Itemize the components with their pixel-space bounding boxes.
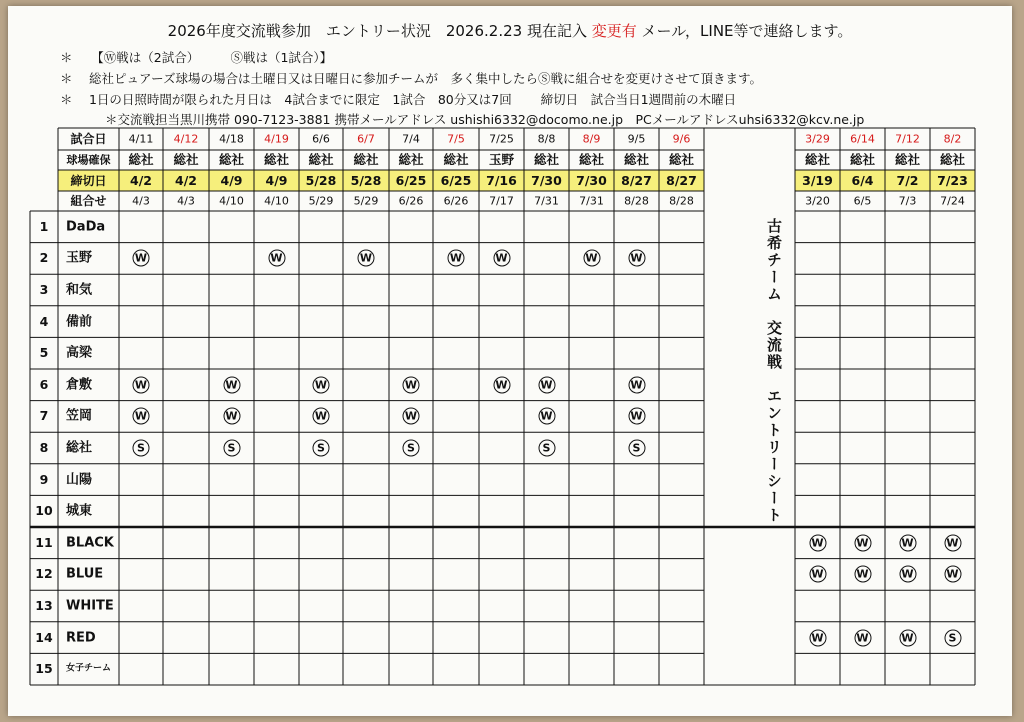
venue-cell: 総社 [173,151,199,167]
team-row-number: 8 [39,439,49,455]
w-game-mark: W [809,629,826,646]
team-name: BLUE [66,566,104,582]
deadline-cell: 6/4 [851,172,874,188]
note-contact: ＊交流戦担当黒川携帯 090-7123-3881 携帯メールアドレス ushishi6332@docomo.ne.jp PCメールアドレスuhsi6332@kcv.ne.jp [105,112,865,127]
combination-cell: 7/17 [489,194,514,208]
venue-cell: 総社 [668,151,695,167]
match-date-cell: 8/9 [582,132,601,146]
venue-cell: 総社 [218,151,245,167]
venue-cell: 総社 [353,151,379,167]
venue-cell: 総社 [578,151,605,167]
w-game-mark: W [133,376,150,393]
w-game-mark: W [854,534,871,551]
w-game-mark: W [448,250,465,267]
team-row-number: 5 [39,344,49,360]
deadline-cell: 7/30 [576,172,607,188]
team-name: 総社 [66,440,93,456]
venue-cell: 総社 [128,151,154,167]
match-date-cell: 3/29 [805,132,830,146]
match-date-cell: 7/12 [895,132,920,146]
deadline-cell: 7/23 [937,172,968,188]
combination-cell: 3/20 [805,194,830,208]
match-date-cell: 9/5 [627,132,646,146]
s-game-mark: S [223,440,240,457]
team-name: BLACK [66,535,114,551]
combination-cell: 7/3 [898,194,917,208]
table-grid [8,6,1012,716]
match-date-cell: 8/2 [943,132,962,146]
match-date-cell: 6/6 [312,132,330,146]
w-game-mark: W [538,408,555,425]
w-game-mark: W [583,250,600,267]
match-date-cell: 4/19 [264,132,289,146]
venue-header: 球場確保 [66,153,111,167]
venue-cell: 総社 [849,151,876,167]
s-game-mark: S [313,440,330,457]
w-game-mark: W [223,408,240,425]
combination-cell: 7/24 [940,194,965,208]
w-game-mark: W [403,408,420,425]
combination-cell: 6/26 [443,194,469,208]
match-date-cell: 7/5 [447,132,465,146]
s-game-mark: S [628,440,645,457]
deadline-cell: 4/2 [175,172,197,188]
w-game-mark: W [628,250,645,267]
combination-cell: 6/5 [853,194,872,208]
combination-cell: 8/28 [624,194,649,208]
w-game-mark: W [854,566,871,583]
combination-header: 組合せ [70,194,107,208]
venue-cell: 総社 [623,151,650,167]
team-name: 山陽 [66,472,93,488]
w-game-mark: W [899,566,916,583]
deadline-cell: 4/9 [265,172,288,188]
team-name: 倉敷 [66,377,93,393]
match-date-header: 試合日 [70,132,107,146]
s-game-mark: S [403,440,420,457]
deadline-cell: 8/27 [666,172,697,188]
deadline-cell: 6/25 [440,172,472,188]
deadline-cell: 7/2 [896,172,919,188]
venue-cell: 総社 [308,151,334,167]
venue-cell: 総社 [443,151,469,167]
team-row-number: 6 [39,376,49,392]
w-game-mark: W [899,629,916,646]
team-name: 女子チーム [66,663,112,674]
deadline-cell: 5/28 [305,172,337,188]
combination-cell: 5/29 [353,194,379,208]
note-venue-rule: ＊ 総社ピュアーズ球場の場合は土曜日又は日曜日に参加チームが 多く集中したらⓈ戦に組合せを変更けさせて頂きます。 [60,71,762,86]
w-game-mark: W [944,534,961,551]
team-row-number: 9 [39,471,49,487]
title-changed-label: 変更有 [591,22,637,40]
combination-cell: 4/3 [132,194,150,208]
match-date-cell: 4/12 [173,132,199,146]
w-game-mark: W [133,250,150,267]
team-name: RED [66,630,96,646]
deadline-cell: 7/16 [486,172,517,188]
team-row-number: 10 [35,502,53,518]
team-name: DaDa [66,219,106,235]
s-game-mark: S [133,440,150,457]
w-game-mark: W [358,250,375,267]
team-name: 高梁 [66,345,93,361]
team-name: 城東 [66,503,93,519]
team-row-number: 11 [35,534,53,550]
w-game-mark: W [313,408,330,425]
note-daylight-rule: ＊ 1日の日照時間が限られた月日は 4試合までに限定 1試合 80分又は7回 締切日 試合当日1週間前の木曜日 [60,92,737,107]
match-date-cell: 7/4 [402,132,420,146]
deadline-cell: 6/25 [395,172,427,188]
w-game-mark: W [538,376,555,393]
match-date-cell: 7/25 [489,132,514,146]
venue-cell: 総社 [398,151,424,167]
w-game-mark: W [854,629,871,646]
w-game-mark: W [628,408,645,425]
team-name: 玉野 [66,250,93,266]
deadline-cell: 7/30 [531,172,562,188]
deadline-header: 締切日 [70,173,107,188]
combination-cell: 8/28 [669,194,694,208]
deadline-cell: 8/27 [621,172,652,188]
venue-cell: 総社 [804,151,831,167]
team-row-number: 2 [39,250,49,266]
match-date-cell: 4/18 [219,132,244,146]
combination-cell: 4/10 [219,194,244,208]
w-game-mark: W [944,566,961,583]
match-date-cell: 4/11 [128,132,154,146]
w-game-mark: W [628,376,645,393]
venue-cell: 総社 [894,151,921,167]
vertical-sheet-title: 古希チーム 交流戦 エントリーシート [765,218,783,524]
w-game-mark: W [133,408,150,425]
note-game-types: ＊ 【Ⓦ戦は（2試合） Ⓢ戦は（1試合）】 [60,50,333,65]
team-name: WHITE [66,598,114,614]
title-main: 2026年度交流戦参加 エントリー状況 2026.2.23 現在記入 [167,22,587,40]
match-date-cell: 8/8 [537,132,556,146]
team-row-number: 15 [35,660,53,676]
venue-cell: 総社 [939,151,966,167]
deadline-cell: 4/9 [220,172,243,188]
w-game-mark: W [223,376,240,393]
w-game-mark: W [493,376,510,393]
w-game-mark: W [899,534,916,551]
combination-cell: 7/31 [579,194,604,208]
team-row-number: 4 [39,313,49,329]
entry-sheet-paper [8,6,1012,716]
deadline-cell: 3/19 [802,172,833,188]
s-game-mark: S [944,629,961,646]
combination-cell: 6/26 [398,194,424,208]
w-game-mark: W [809,534,826,551]
match-date-cell: 6/14 [850,132,875,146]
team-row-number: 1 [39,218,49,234]
team-row-number: 13 [35,597,53,613]
combination-cell: 5/29 [308,194,334,208]
s-game-mark: S [538,440,555,457]
combination-cell: 4/10 [264,194,289,208]
venue-cell: 玉野 [488,151,515,167]
match-date-cell: 6/7 [357,132,375,146]
w-game-mark: W [313,376,330,393]
venue-cell: 総社 [533,151,560,167]
team-row-number: 7 [39,408,49,424]
team-row-number: 14 [35,629,53,645]
w-game-mark: W [268,250,285,267]
team-row-number: 12 [35,566,53,582]
team-name: 備前 [66,314,93,330]
w-game-mark: W [493,250,510,267]
venue-cell: 総社 [263,151,290,167]
team-row-number: 3 [39,281,49,297]
team-name: 笠岡 [66,408,93,424]
combination-cell: 4/3 [177,194,195,208]
match-date-cell: 9/6 [672,132,691,146]
w-game-mark: W [403,376,420,393]
deadline-cell: 5/28 [350,172,382,188]
w-game-mark: W [809,566,826,583]
deadline-cell: 4/2 [130,172,152,188]
title-tail: メール，LINE等で連絡します。 [641,22,853,40]
team-name: 和気 [66,282,93,298]
combination-cell: 7/31 [534,194,559,208]
